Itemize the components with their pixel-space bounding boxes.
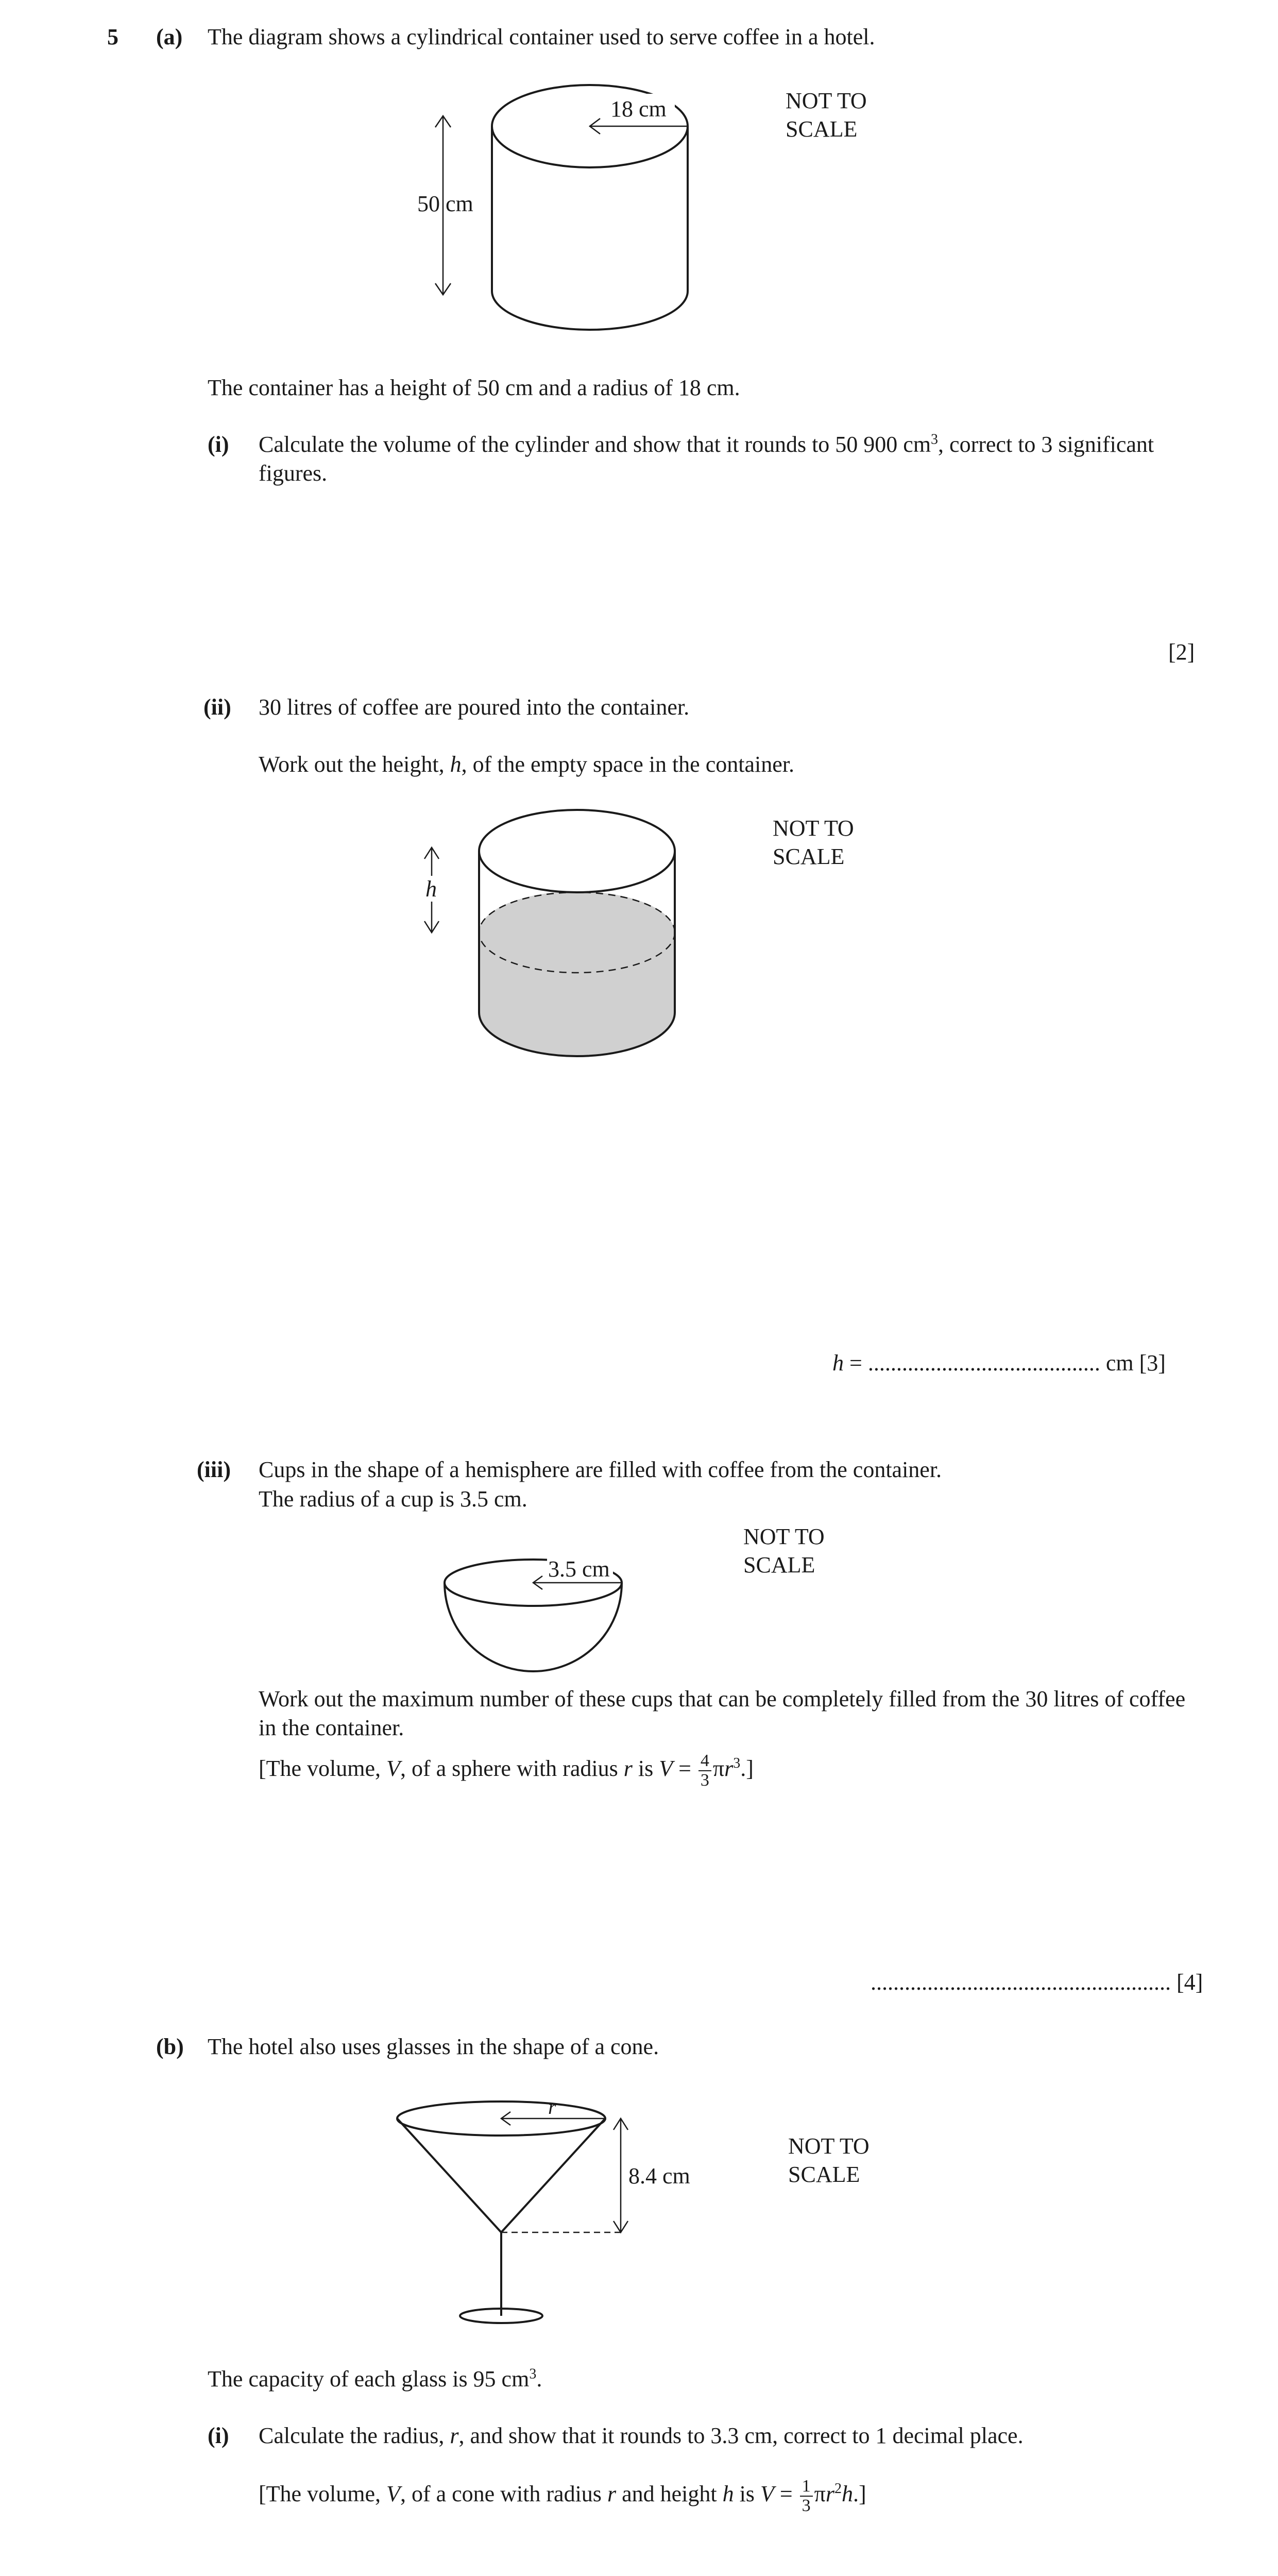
part-a-intro: The diagram shows a cylindrical container used to serve coffee in a hotel. (208, 24, 875, 49)
part-a-iii-answer-line: ..................................................... [4] (871, 1970, 1203, 1995)
part-b-i-label: (i) (208, 2423, 229, 2448)
height-label: 50 cm (417, 191, 473, 216)
part-a-iii-text3: Work out the maximum number of these cups that can be completely filled from the 30 litres of coffee in the container. (259, 1686, 1186, 1741)
part-b-intro: The hotel also uses glasses in the shape of a cone. (208, 2034, 659, 2059)
not-to-scale-iii-1: NOT TO (743, 1524, 825, 1549)
part-a-iii-text2: The radius of a cup is 3.5 cm. (259, 1486, 527, 1512)
not-to-scale-b-1: NOT TO (788, 2133, 870, 2159)
glass-r-label: r (548, 2095, 556, 2119)
not-to-scale-2: SCALE (786, 116, 858, 142)
part-b-i-text: Calculate the radius, r, and show that it rounds to 3.3 cm, correct to 1 decimal place. (259, 2423, 1024, 2448)
not-to-scale-iii-2: SCALE (743, 1552, 815, 1578)
part-a-ii-text1: 30 litres of coffee are poured into the container. (259, 694, 690, 720)
cup-radius-label: 3.5 cm (548, 1556, 610, 1582)
container-info: The container has a height of 50 cm and a radius of 18 cm. (208, 375, 740, 400)
glass-capacity: The capacity of each glass is 95 $cm^3$. (208, 2366, 542, 2392)
glass-height-label: 8.4 cm (628, 2163, 690, 2189)
part-a-i-text: Calculate the volume of the cylinder and show that it rounds to 50 900 $cm^3$, correct to 3 significant figures. (259, 431, 1154, 486)
part-a-ii-text2: Work out the height, h, of the empty space in the container. (259, 752, 794, 777)
part-a-ii-answer-line: h = ......................................... cm [3] (832, 1350, 1166, 1376)
cone-volume-formula: [The volume, V, of a cone with radius r and height h is V = $\frac{1}{3}$ $\pi r^2h$.] (259, 2477, 866, 2515)
part-b-label: (b) (156, 2034, 184, 2059)
not-to-scale-ii-1: NOT TO (773, 816, 854, 841)
not-to-scale-1: NOT TO (786, 88, 867, 113)
part-a-iii-label: (iii) (197, 1457, 231, 1482)
radius-label: 18 cm (610, 96, 667, 122)
sphere-formula: [The volume, V, of a sphere with radius r is V = $\frac{4}{3}$ $\pi r^3$.] (259, 1751, 754, 1790)
not-to-scale-b-2: SCALE (788, 2162, 860, 2187)
not-to-scale-ii-2: SCALE (773, 844, 845, 869)
question-number: 5 (107, 24, 118, 49)
part-a-i-label: (i) (208, 432, 229, 457)
part-a-ii-label: (ii) (203, 694, 231, 720)
part-a-i-marks: [2] (1168, 639, 1195, 665)
part-a-label: (a) (156, 24, 183, 49)
part-a-iii-text1: Cups in the shape of a hemisphere are filled with coffee from the container. (259, 1457, 942, 1482)
h-label: h (425, 876, 437, 902)
